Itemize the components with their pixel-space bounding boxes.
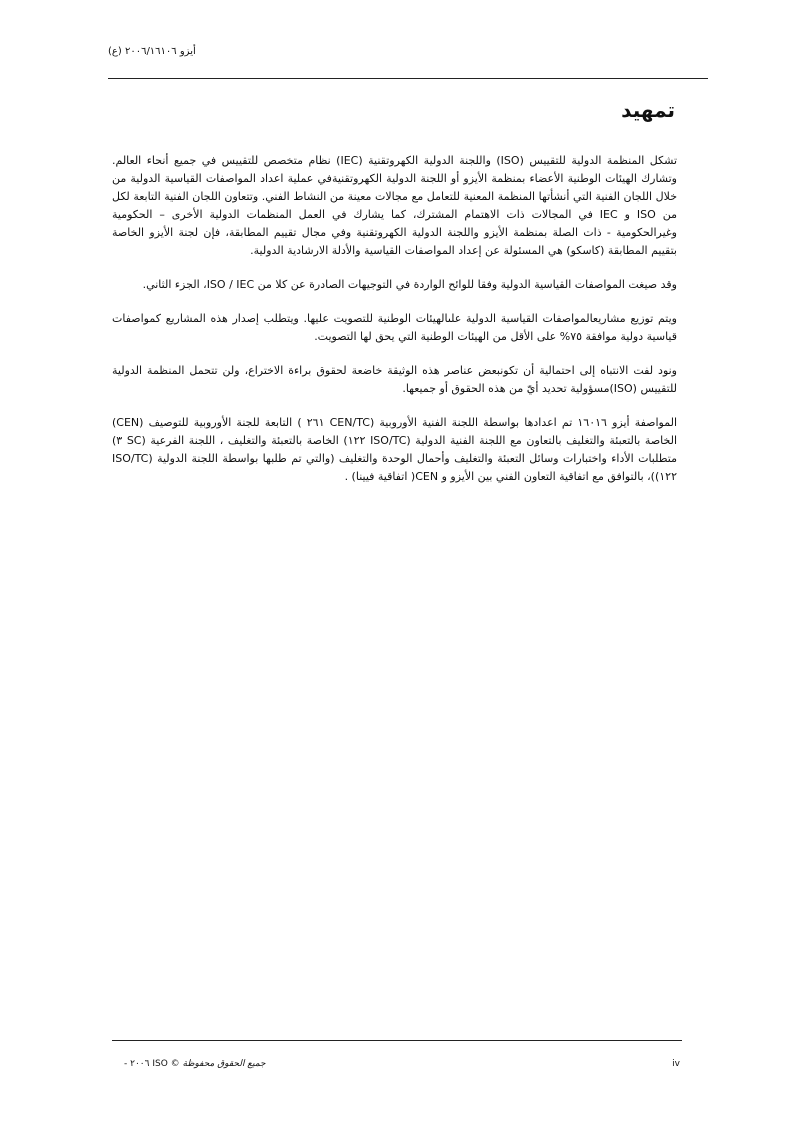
paragraph-directives: وقد صيغت المواصفات القياسية الدولية وفقا للوائح الواردة في التوجيهات الصادرة عن كلا من ISO / IEC، الجزء الثاني. — [142, 278, 677, 291]
paragraph-intro: تشكل المنظمة الدولية للتقييس (ISO) واللجنة الدولية الكهروتقنية (IEC) نظام متخصص للتقييس في جميع أنحاء العالم. وتشارك الهيئات الوطنية الأعضاء بمنظمة الأيزو أو اللجنة الدولية الكهروتقنيةفي عملية اعداد المواصفات القياسية الدولية من خلال اللجان الفنية التي أنشأتها المنظمة المعنية للتعامل مع مجالات معينة من النشاط الفني. وتتعاون اللجان الفنية التابعة لكل من ISO و IEC في المجالات ذات الاهتمام المشترك، كما يشارك في العمل المنظمات الدولية الأخرى – الحكومية وغيرالحكومية - ذات الصلة بمنظمة الأيزو واللجنة الدولية الكهروتقنية وفي مجال تقييم المطابقة، فإن لجنة الأيزو الخاصة بتقييم المطابقة (كاسكو) هي المسئولة عن إعداد المواصفات القياسية والأدلة الارشادية الدولية. — [112, 154, 678, 257]
page-header — [108, 40, 708, 79]
copyright-symbol: © ISO ٢٠٠٦ - — [124, 1059, 180, 1069]
page-number: iv — [672, 1059, 680, 1069]
page-title: تمهيد — [621, 98, 675, 122]
rights-text: جميع الحقوق محفوظة — [182, 1059, 266, 1069]
paragraph-patent: ونود لفت الانتباه إلى احتمالية أن تكونبعض عناصر هذه الوثيقة خاضعة لحقوق براءة الاختراع، ولن تتحمل المنظمة الدولية للتقييس (ISO)مسؤولية تحديد أيّ من هذه الحقوق أو جميعها. — [112, 364, 677, 395]
paragraph-voting: ويتم توزيع مشاريعالمواصفات القياسية الدولية علىالهيئات الوطنية للتصويت عليها. ويتطلب إصدار هذه المشاريع كمواصفات قياسية دولية موافقة ٧٥% على الأقل من الهيئات الوطنية التي يحق لها التصويت. — [112, 312, 677, 343]
paragraph-preparation: المواصفة أيزو ١٦٠١٦ تم اعدادها بواسطة اللجنة الفنية الأوروبية (CEN/TC ٢٦١ ) التابعة للجنة الأوروبية للتوصيف (CEN) الخاصة بالتعبئة والتغليف بالتعاون مع اللجنة الفنية الدولية (ISO/TC ١٢٢) الخاصة بالتعبئة والتغليف ، اللجنة الفرعية (SC ٣) متطلبات الأداء واختبارات وسائل التعبئة والتغليف وأحمال الوحدة والتغليف (والتي تم طلبها بواسطة اللجنة الدولية (ISO/TC ١٢٢))، بالتوافق مع اتفاقية التعاون الفني بين الأيزو و CEN( اتفاقية فيينا) . — [112, 416, 678, 483]
document-reference: أيزو ٢٠٠٦/١٦١٠٦ (ع) — [108, 46, 196, 57]
page-footer — [112, 1040, 682, 1071]
foreword-body — [112, 152, 677, 502]
copyright-notice — [124, 1059, 266, 1069]
